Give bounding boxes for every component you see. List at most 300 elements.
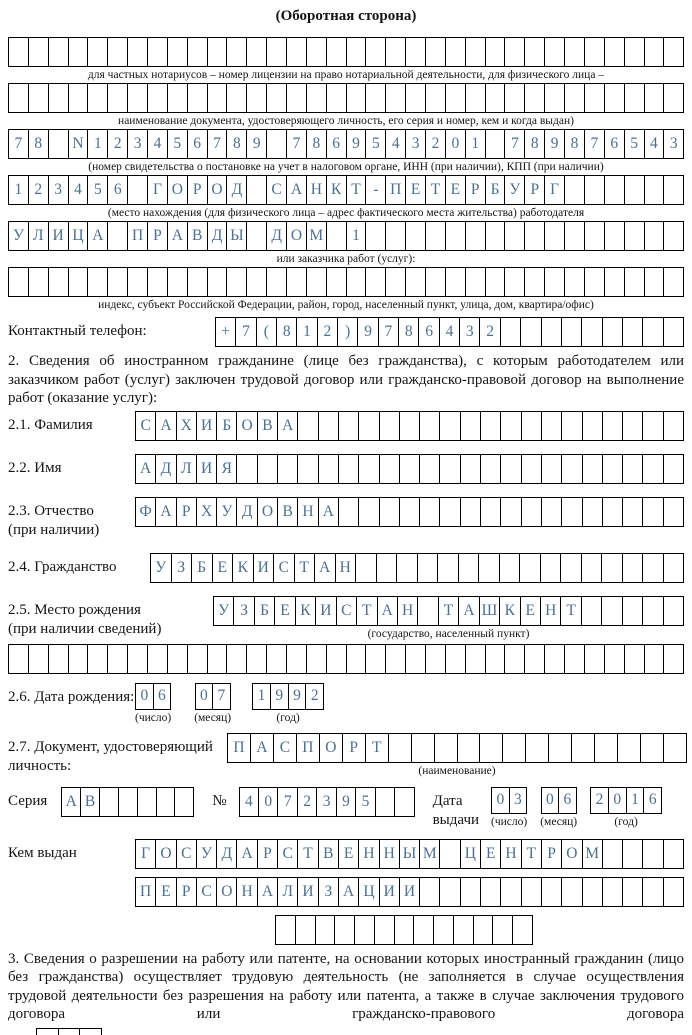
cell[interactable] — [504, 645, 524, 673]
cell[interactable] — [295, 916, 315, 944]
cell[interactable] — [207, 645, 227, 673]
cell[interactable]: М — [582, 840, 602, 868]
cell[interactable]: О — [319, 734, 342, 762]
cell[interactable]: И — [399, 878, 419, 906]
cell[interactable] — [622, 597, 642, 625]
cell[interactable] — [642, 840, 662, 868]
cell[interactable]: 6 — [604, 130, 624, 158]
cell[interactable] — [524, 84, 544, 112]
cell[interactable] — [355, 554, 376, 582]
cell[interactable] — [187, 268, 207, 296]
cell[interactable]: 9 — [288, 684, 306, 709]
cell[interactable]: Ы — [226, 222, 246, 250]
cell[interactable] — [246, 222, 266, 250]
cell[interactable]: 1 — [257, 687, 266, 704]
cell[interactable] — [107, 84, 127, 112]
cell[interactable] — [622, 455, 642, 483]
cell[interactable] — [544, 84, 564, 112]
cell[interactable]: Т — [346, 176, 366, 204]
birth-day-grid[interactable] — [135, 683, 171, 710]
cell[interactable]: 2 — [425, 130, 445, 158]
cell[interactable] — [147, 268, 167, 296]
cell[interactable] — [354, 916, 374, 944]
cell[interactable]: Т — [521, 840, 541, 868]
cell[interactable]: К — [232, 554, 253, 582]
cell[interactable]: Д — [155, 455, 175, 483]
cell[interactable] — [127, 268, 147, 296]
cell[interactable] — [207, 84, 227, 112]
cell[interactable] — [601, 597, 621, 625]
cell[interactable]: А — [286, 176, 306, 204]
cell[interactable]: 5 — [167, 130, 187, 158]
cell[interactable] — [644, 268, 664, 296]
cell[interactable] — [564, 645, 584, 673]
cell[interactable] — [9, 645, 28, 673]
cell[interactable] — [460, 455, 480, 483]
cell[interactable]: С — [266, 176, 286, 204]
cell[interactable]: А — [140, 459, 152, 477]
cell[interactable] — [663, 840, 683, 868]
cell[interactable]: ( — [256, 318, 276, 346]
cell[interactable] — [581, 597, 601, 625]
cell[interactable] — [419, 412, 439, 440]
cell[interactable]: Ц — [68, 222, 88, 250]
cell[interactable] — [48, 38, 68, 66]
cell[interactable] — [167, 268, 187, 296]
cell[interactable] — [358, 455, 378, 483]
cell[interactable]: Р — [187, 176, 207, 204]
cell[interactable] — [48, 130, 68, 158]
cell[interactable] — [266, 645, 286, 673]
cell[interactable]: Т — [560, 597, 580, 625]
cell[interactable] — [439, 498, 459, 526]
cell[interactable] — [624, 268, 644, 296]
cell[interactable] — [604, 268, 624, 296]
cell[interactable] — [417, 554, 438, 582]
cell[interactable] — [425, 645, 445, 673]
cell[interactable] — [266, 84, 286, 112]
cell[interactable] — [306, 645, 326, 673]
cell[interactable] — [642, 455, 662, 483]
cell[interactable] — [485, 130, 505, 158]
cell[interactable]: К — [295, 597, 315, 625]
cell[interactable] — [394, 788, 413, 816]
cell[interactable]: Н — [297, 498, 317, 526]
cell[interactable]: К — [499, 597, 519, 625]
cell[interactable] — [346, 645, 366, 673]
cell[interactable]: А — [257, 878, 277, 906]
cell[interactable]: П — [296, 734, 319, 762]
cell[interactable]: 4 — [439, 318, 459, 346]
cell[interactable]: 7 — [212, 684, 230, 709]
cell[interactable]: 7 — [504, 130, 524, 158]
cell[interactable]: Б — [191, 554, 212, 582]
cell[interactable]: Ф — [139, 502, 152, 520]
cell[interactable]: Е — [338, 840, 358, 868]
cell[interactable] — [266, 268, 286, 296]
cell[interactable] — [127, 645, 147, 673]
cell[interactable] — [425, 222, 445, 250]
cell[interactable]: М — [419, 840, 439, 868]
cell[interactable] — [602, 498, 622, 526]
cell[interactable]: И — [48, 222, 68, 250]
cell[interactable] — [411, 734, 434, 762]
cell[interactable] — [544, 645, 564, 673]
cell[interactable] — [48, 84, 68, 112]
document-name-grid[interactable] — [227, 733, 687, 763]
tax-registration-grid[interactable] — [8, 129, 684, 159]
cell[interactable] — [419, 878, 439, 906]
cell[interactable] — [246, 38, 266, 66]
cell[interactable]: З — [171, 554, 192, 582]
issued-by-grid-2[interactable] — [135, 877, 684, 907]
cell[interactable] — [457, 734, 480, 762]
cell[interactable]: И — [196, 455, 216, 483]
cell[interactable]: 7 — [378, 318, 398, 346]
cell[interactable] — [624, 222, 644, 250]
cell[interactable] — [480, 455, 500, 483]
cell[interactable] — [156, 788, 175, 816]
cell[interactable] — [385, 38, 405, 66]
birthplace-extra-grid[interactable] — [8, 644, 684, 674]
cell[interactable] — [318, 412, 338, 440]
cell[interactable] — [107, 645, 127, 673]
cell[interactable]: 8 — [226, 130, 246, 158]
cell[interactable]: Х — [196, 498, 216, 526]
cell[interactable] — [602, 455, 622, 483]
cell[interactable] — [624, 84, 644, 112]
document-number-grid[interactable] — [239, 787, 415, 817]
cell[interactable] — [642, 878, 662, 906]
cell[interactable]: 3 — [459, 318, 479, 346]
cell[interactable]: 7 — [286, 130, 306, 158]
cell[interactable] — [365, 268, 385, 296]
cell[interactable] — [338, 498, 358, 526]
cell[interactable]: 8 — [28, 130, 48, 158]
cell[interactable]: 9 — [346, 130, 366, 158]
cell[interactable] — [338, 412, 358, 440]
cell[interactable]: А — [87, 222, 107, 250]
cell[interactable] — [584, 645, 604, 673]
cell[interactable] — [286, 38, 306, 66]
cell[interactable]: 0 — [546, 791, 554, 808]
cell[interactable] — [315, 916, 335, 944]
cell[interactable]: Н — [358, 840, 378, 868]
cell[interactable] — [524, 38, 544, 66]
cell[interactable]: + — [221, 323, 231, 340]
cell[interactable]: 8 — [564, 130, 584, 158]
cell[interactable] — [582, 498, 602, 526]
cell[interactable]: Т — [438, 597, 458, 625]
cell[interactable] — [417, 597, 437, 625]
identity-doc-grid[interactable] — [8, 83, 684, 113]
cell[interactable] — [226, 84, 246, 112]
cell[interactable] — [602, 412, 622, 440]
cell[interactable]: 5 — [624, 130, 644, 158]
cell[interactable] — [207, 268, 227, 296]
cell[interactable] — [622, 840, 642, 868]
cell[interactable] — [544, 38, 564, 66]
cell[interactable] — [504, 38, 524, 66]
cell[interactable]: Г — [141, 844, 151, 862]
cell[interactable] — [399, 455, 419, 483]
cell[interactable] — [365, 645, 385, 673]
cell[interactable] — [541, 878, 561, 906]
cell[interactable] — [379, 498, 399, 526]
cell[interactable]: 7 — [14, 135, 23, 152]
cell[interactable] — [396, 554, 417, 582]
cell[interactable]: И — [297, 878, 317, 906]
cell[interactable]: Р — [257, 840, 277, 868]
cell[interactable]: С — [277, 840, 297, 868]
cell[interactable]: 2 — [297, 788, 316, 816]
cell[interactable] — [582, 878, 602, 906]
cell[interactable]: Г — [544, 176, 564, 204]
cell[interactable] — [663, 455, 683, 483]
cell[interactable] — [663, 734, 686, 762]
cell[interactable] — [439, 412, 459, 440]
cell[interactable] — [571, 734, 594, 762]
cell[interactable] — [604, 84, 624, 112]
cell[interactable]: З — [233, 597, 253, 625]
cell[interactable]: 3 — [509, 788, 527, 813]
cell[interactable]: В — [257, 412, 277, 440]
cell[interactable]: Н — [540, 597, 560, 625]
cell[interactable] — [346, 84, 366, 112]
cell[interactable]: А — [338, 878, 358, 906]
cell[interactable] — [500, 318, 520, 346]
cell[interactable]: Г — [147, 176, 167, 204]
cell[interactable] — [326, 645, 346, 673]
cell[interactable]: М — [306, 222, 326, 250]
cell[interactable] — [521, 412, 541, 440]
cell[interactable] — [167, 38, 187, 66]
cell[interactable] — [118, 788, 137, 816]
cell[interactable] — [465, 222, 485, 250]
cell[interactable]: Е — [480, 840, 500, 868]
cell[interactable] — [379, 412, 399, 440]
cell[interactable]: 6 — [107, 176, 127, 204]
cell[interactable]: А — [314, 554, 335, 582]
cell[interactable] — [399, 498, 419, 526]
cell[interactable]: В — [277, 498, 297, 526]
cell[interactable] — [338, 455, 358, 483]
cell[interactable] — [58, 1029, 80, 1035]
cell[interactable]: 7 — [277, 788, 296, 816]
cell[interactable]: Д — [236, 498, 256, 526]
cell[interactable] — [564, 176, 584, 204]
cell[interactable]: 1 — [87, 130, 107, 158]
cell[interactable]: 8 — [398, 318, 418, 346]
cell[interactable]: 1 — [626, 788, 644, 813]
cell[interactable]: 5 — [355, 788, 374, 816]
cell[interactable]: 6 — [326, 130, 346, 158]
cell[interactable] — [524, 645, 544, 673]
cell[interactable] — [399, 412, 419, 440]
cell[interactable] — [663, 498, 683, 526]
cell[interactable]: Н — [500, 840, 520, 868]
cell[interactable] — [246, 268, 266, 296]
cell[interactable] — [521, 498, 541, 526]
cell[interactable] — [499, 554, 520, 582]
cell[interactable] — [622, 412, 642, 440]
cell[interactable] — [306, 38, 326, 66]
cell[interactable] — [394, 916, 414, 944]
cell[interactable] — [226, 268, 246, 296]
cell[interactable] — [485, 38, 505, 66]
cell[interactable] — [439, 840, 459, 868]
cell[interactable]: Т — [365, 734, 388, 762]
cell[interactable]: С — [196, 878, 216, 906]
cell[interactable] — [9, 84, 28, 112]
cell[interactable] — [521, 455, 541, 483]
issued-by-grid-3[interactable] — [275, 915, 533, 945]
cell[interactable]: О — [207, 176, 227, 204]
cell[interactable] — [500, 455, 520, 483]
cell[interactable] — [87, 84, 107, 112]
cell[interactable]: 5 — [365, 130, 385, 158]
cell[interactable]: 9 — [246, 130, 266, 158]
cell[interactable]: Е — [520, 597, 540, 625]
cell[interactable]: 2 — [305, 684, 323, 709]
cell[interactable]: А — [236, 840, 256, 868]
cell[interactable] — [663, 38, 683, 66]
cell[interactable]: С — [336, 597, 356, 625]
cell[interactable]: 9 — [544, 130, 564, 158]
cell[interactable] — [512, 916, 532, 944]
cell[interactable]: Л — [277, 878, 297, 906]
cell[interactable] — [147, 84, 167, 112]
cell[interactable] — [385, 222, 405, 250]
cell[interactable] — [358, 412, 378, 440]
cell[interactable]: Ы — [399, 840, 419, 868]
cell[interactable]: Н — [397, 597, 417, 625]
cell[interactable] — [79, 1029, 101, 1035]
cell[interactable] — [561, 498, 581, 526]
cell[interactable] — [37, 1029, 58, 1035]
cell[interactable] — [524, 222, 544, 250]
cell[interactable] — [540, 554, 561, 582]
cell[interactable] — [388, 734, 411, 762]
cell[interactable] — [127, 84, 147, 112]
cell[interactable] — [413, 916, 433, 944]
citizenship-grid[interactable] — [150, 553, 684, 583]
cell[interactable] — [434, 734, 457, 762]
cell[interactable] — [584, 38, 604, 66]
cell[interactable]: Т — [294, 554, 315, 582]
cell[interactable]: ) — [337, 318, 357, 346]
birth-year-grid[interactable] — [252, 683, 324, 710]
cell[interactable]: И — [315, 597, 335, 625]
cell[interactable] — [624, 176, 644, 204]
cell[interactable] — [602, 318, 622, 346]
cell[interactable] — [107, 38, 127, 66]
cell[interactable] — [276, 916, 295, 944]
cell[interactable] — [663, 645, 683, 673]
cell[interactable] — [581, 554, 602, 582]
cell[interactable]: И — [253, 554, 274, 582]
cell[interactable] — [663, 554, 684, 582]
cell[interactable]: У — [12, 227, 24, 244]
cell[interactable] — [147, 38, 167, 66]
cell[interactable]: П — [140, 882, 152, 900]
cell[interactable] — [604, 222, 624, 250]
cell[interactable]: 3 — [127, 130, 147, 158]
cell[interactable] — [500, 878, 520, 906]
birthplace-grid[interactable] — [213, 596, 684, 626]
cell[interactable] — [584, 176, 604, 204]
cell[interactable]: А — [250, 734, 273, 762]
cell[interactable] — [584, 268, 604, 296]
cell[interactable] — [374, 916, 394, 944]
cell[interactable]: Т — [425, 176, 445, 204]
cell[interactable]: О — [286, 222, 306, 250]
cell[interactable]: А — [277, 412, 297, 440]
cell[interactable]: 7 — [207, 130, 227, 158]
cell[interactable] — [663, 878, 683, 906]
cell[interactable] — [107, 222, 127, 250]
cell[interactable]: 2 — [595, 791, 604, 808]
cell[interactable] — [277, 455, 297, 483]
cell[interactable] — [622, 554, 643, 582]
cell[interactable] — [500, 498, 520, 526]
cell[interactable] — [326, 84, 346, 112]
cell[interactable] — [346, 38, 366, 66]
cell[interactable] — [663, 412, 683, 440]
cell[interactable] — [460, 412, 480, 440]
license-number-grid[interactable] — [8, 37, 684, 67]
cell[interactable] — [582, 412, 602, 440]
cell[interactable] — [663, 318, 683, 346]
cell[interactable]: О — [155, 840, 175, 868]
cell[interactable] — [504, 268, 524, 296]
cell[interactable] — [644, 645, 664, 673]
cell[interactable]: Н — [306, 176, 326, 204]
cell[interactable] — [236, 455, 256, 483]
next-row-partial-grid[interactable] — [36, 1028, 102, 1035]
cell[interactable]: Е — [405, 176, 425, 204]
cell[interactable]: 0 — [258, 788, 277, 816]
cell[interactable]: 9 — [270, 684, 288, 709]
cell[interactable] — [492, 916, 512, 944]
cell[interactable] — [584, 222, 604, 250]
cell[interactable] — [541, 455, 561, 483]
cell[interactable] — [594, 734, 617, 762]
cell[interactable] — [167, 645, 187, 673]
cell[interactable] — [28, 645, 48, 673]
cell[interactable] — [520, 318, 540, 346]
cell[interactable] — [87, 645, 107, 673]
cell[interactable] — [473, 916, 493, 944]
cell[interactable] — [297, 455, 317, 483]
cell[interactable]: 1 — [296, 318, 316, 346]
cell[interactable] — [187, 645, 207, 673]
cell[interactable] — [405, 38, 425, 66]
cell[interactable]: 7 — [235, 318, 255, 346]
cell[interactable]: П — [233, 738, 245, 756]
cell[interactable] — [521, 878, 541, 906]
cell[interactable] — [358, 498, 378, 526]
cell[interactable] — [147, 645, 167, 673]
cell[interactable] — [480, 498, 500, 526]
cell[interactable] — [68, 84, 88, 112]
cell[interactable]: Б — [485, 176, 505, 204]
cell[interactable] — [87, 268, 107, 296]
cell[interactable] — [425, 38, 445, 66]
cell[interactable]: 9 — [357, 318, 377, 346]
cell[interactable] — [68, 38, 88, 66]
cell[interactable] — [485, 645, 505, 673]
